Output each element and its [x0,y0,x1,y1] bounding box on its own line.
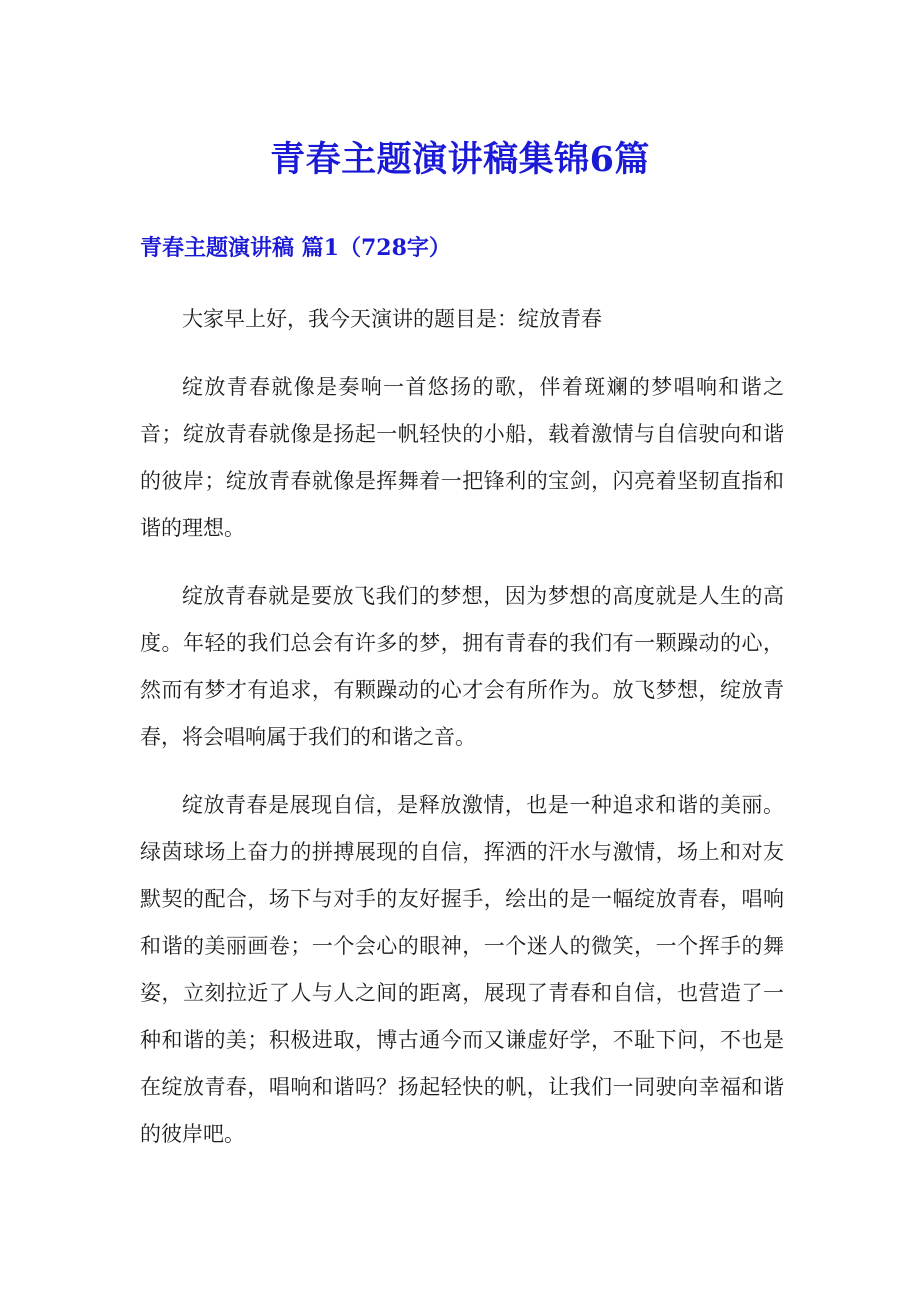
document-body [140,296,784,1179]
paragraph: 绽放青春就像是奏响一首悠扬的歌，伴着斑斓的梦唱响和谐之音；绽放青春就像是扬起一帆轻快的小船，载着激情与自信驶向和谐的彼岸；绽放青春就像是挥舞着一把锋利的宝剑，闪亮着坚韧直指和谐的理想。 [140,375,784,540]
paragraph: 绽放青春是展现自信，是释放激情，也是一种追求和谐的美丽。绿茵球场上奋力的拼搏展现的自信，挥洒的汗水与激情，场上和对友默契的配合，场下与对手的友好握手，绘出的是一幅绽放青春，唱响和谐的美丽画卷；一个会心的眼神，一个迷人的微笑，一个挥手的舞姿，立刻拉近了人与人之间的距离，展现了青春和自信，也营造了一种和谐的美；积极进取，博古通今而又谦虚好学，不耻下问，不也是在绽放青春，唱响和谐吗？扬起轻快的帆，让我们一同驶向幸福和谐的彼岸吧。 [140,793,784,1146]
section-heading: 青春主题演讲稿 篇1（728字） [140,235,451,261]
paragraph-opening: 大家早上好，我今天演讲的题目是：绽放青春 [182,307,602,331]
paragraph: 绽放青春就是要放飞我们的梦想，因为梦想的高度就是人生的高度。年轻的我们总会有许多的梦，拥有青春的我们有一颗躁动的心，然而有梦才有追求，有颗躁动的心才会有所作为。放飞梦想，绽放青春，将会唱响属于我们的和谐之音。 [140,584,784,749]
document-title: 青春主题演讲稿集锦6篇 [270,139,650,180]
